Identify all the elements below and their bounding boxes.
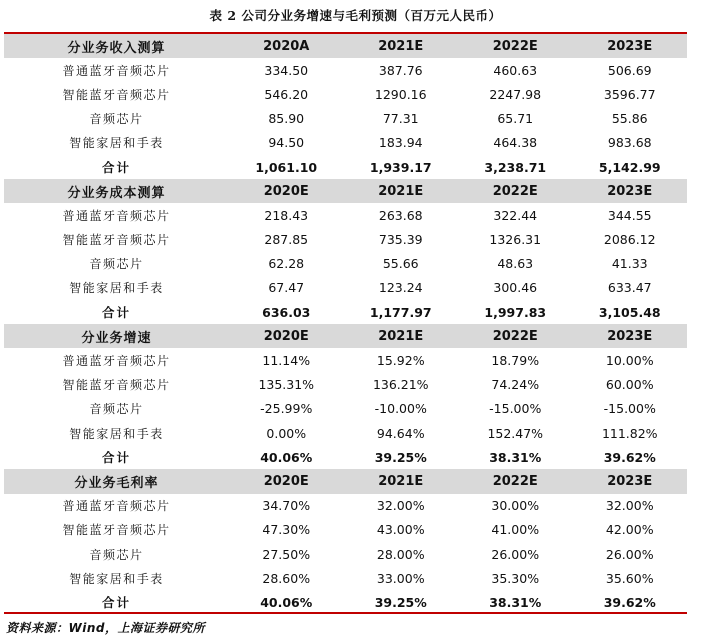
table-row [4,421,687,445]
table-cell: 41.33 [611,256,648,272]
row-label: 分业务成本测算 [4,179,229,203]
table-cell: 1290.16 [374,86,427,102]
section-header-row [4,179,687,203]
table-cell: 77.31 [382,111,419,127]
table-cell: 1,061.10 [255,159,318,175]
table-cell: 2020E [229,469,344,493]
table-cell: 464.38 [493,135,538,151]
table-cell: 460.63 [493,62,538,78]
table-cell: 287.85 [264,232,309,248]
row-label: 智能家居和手表 [69,281,164,296]
table-cell: 135.31% [258,377,315,393]
table-row [4,397,687,421]
table-cell: 26.00% [605,546,654,562]
row-label: 普通蓝牙音频芯片 [62,208,171,223]
forecast-table-body [4,34,687,615]
row-label: 合计 [101,450,131,466]
table-cell: 94.64% [376,425,425,441]
table-cell: 42.00% [605,522,654,538]
table-cell: -25.99% [260,401,313,417]
section-header-row [4,34,687,58]
table-cell: 2020E [229,324,344,348]
table-cell: 1,997.83 [484,304,547,320]
table-cell: 39.62% [603,449,656,465]
table-cell: -10.00% [374,401,427,417]
row-label: 分业务毛利率 [4,469,229,493]
table-cell: 2022E [458,34,573,58]
table-cell: 2021E [344,469,459,493]
table-cell: 40.06% [260,449,313,465]
table-cell: 983.68 [607,135,652,151]
table-cell: 15.92% [376,353,425,369]
table-cell: 39.62% [603,594,656,610]
table-cell: 41.00% [491,522,540,538]
table-cell: 387.76 [378,62,423,78]
table-cell: 2022E [458,179,573,203]
section-header-row [4,469,687,493]
table-cell: 2022E [458,469,573,493]
table-cell: 2020A [229,34,344,58]
table-cell: 2021E [344,324,459,348]
table-row [4,373,687,397]
row-label: 智能家居和手表 [69,571,164,586]
table-cell: 60.00% [605,377,654,393]
table-cell: 2023E [573,34,688,58]
row-label: 普通蓝牙音频芯片 [62,499,171,514]
table-cell: 111.82% [601,425,658,441]
table-row [4,107,687,131]
table-cell: 183.94 [378,135,423,151]
table-row [4,252,687,276]
total-row [4,300,687,324]
table-cell: 26.00% [491,546,540,562]
table-cell: 67.47 [268,280,305,296]
table-cell: 735.39 [378,232,423,248]
table-cell: 28.00% [376,546,425,562]
table-cell: 636.03 [262,304,311,320]
table-row [4,228,687,252]
table-cell: 55.66 [382,256,419,272]
row-label: 分业务收入测算 [4,34,229,58]
row-label: 合计 [101,305,131,321]
table-cell: 2023E [573,469,688,493]
table-row [4,58,687,82]
table-cell: 85.90 [268,111,305,127]
table-cell: 1,177.97 [369,304,432,320]
table-cell: 152.47% [487,425,544,441]
table-cell: 39.25% [374,449,427,465]
table-cell: 38.31% [489,449,542,465]
forecast-table [4,34,687,615]
table-cell: 2021E [344,34,459,58]
table-cell: 3,238.71 [484,159,547,175]
table-cell: 334.50 [264,62,309,78]
table-cell: 123.24 [378,280,423,296]
row-label: 智能蓝牙音频芯片 [62,523,171,538]
table-cell: 39.25% [374,594,427,610]
table-cell: 43.00% [376,522,425,538]
row-label: 智能家居和手表 [69,136,164,151]
table-cell: 62.28 [268,256,305,272]
table-cell: 47.30% [262,522,311,538]
table-cell: -15.00% [603,401,656,417]
table-cell: 633.47 [607,280,652,296]
table-row [4,203,687,227]
table-cell: 5,142.99 [598,159,661,175]
source-note: 资料来源：Wind，上海证券研究所 [6,621,205,635]
table-cell: 2020E [229,179,344,203]
table-cell: 218.43 [264,207,309,223]
table-cell: 2086.12 [603,232,656,248]
row-label: 普通蓝牙音频芯片 [62,354,171,369]
table-cell: 32.00% [605,498,654,514]
table-row [4,494,687,518]
table-cell: 94.50 [268,135,305,151]
table-cell: 322.44 [493,207,538,223]
table-cell: 2247.98 [489,86,542,102]
table-cell: 0.00% [266,425,307,441]
table-cell: 55.86 [611,111,648,127]
total-row [4,590,687,614]
row-label: 音频芯片 [89,257,144,272]
row-label: 音频芯片 [89,112,144,127]
table-cell: 33.00% [376,570,425,586]
table-cell: 65.71 [497,111,534,127]
table-cell: 546.20 [264,86,309,102]
row-label: 合计 [101,160,131,176]
table-cell: 30.00% [491,498,540,514]
total-row [4,155,687,179]
table-cell: 35.30% [491,570,540,586]
bottom-rule [4,612,687,614]
section-header-row [4,324,687,348]
table-cell: 48.63 [497,256,534,272]
table-cell: -15.00% [489,401,542,417]
table-cell: 40.06% [260,594,313,610]
table-cell: 1326.31 [489,232,542,248]
table-cell: 2023E [573,324,688,348]
table-cell: 2023E [573,179,688,203]
row-label: 分业务增速 [4,324,229,348]
row-label: 普通蓝牙音频芯片 [62,63,171,78]
table-cell: 136.21% [372,377,429,393]
row-label: 智能蓝牙音频芯片 [62,233,171,248]
table-cell: 74.24% [491,377,540,393]
table-cell: 263.68 [378,207,423,223]
table-cell: 32.00% [376,498,425,514]
table-cell: 38.31% [489,594,542,610]
table-cell: 300.46 [493,280,538,296]
table-cell: 34.70% [262,498,311,514]
table-cell: 18.79% [491,353,540,369]
row-label: 智能蓝牙音频芯片 [62,378,171,393]
table-cell: 344.55 [607,207,652,223]
row-label: 音频芯片 [89,547,144,562]
table-cell: 27.50% [262,546,311,562]
row-label: 合计 [101,595,131,611]
table-cell: 1,939.17 [369,159,432,175]
table-cell: 28.60% [262,570,311,586]
table-row [4,82,687,106]
table-cell: 3596.77 [603,86,656,102]
table-cell: 2022E [458,324,573,348]
table-row [4,566,687,590]
table-row [4,131,687,155]
table-cell: 35.60% [605,570,654,586]
table-cell: 3,105.48 [598,304,661,320]
table-cell: 10.00% [605,353,654,369]
table-cell: 2021E [344,179,459,203]
table-row [4,518,687,542]
row-label: 智能家居和手表 [69,426,164,441]
row-label: 智能蓝牙音频芯片 [62,87,171,102]
table-cell: 506.69 [607,62,652,78]
table-row [4,348,687,372]
total-row [4,445,687,469]
row-label: 音频芯片 [89,402,144,417]
table-row [4,276,687,300]
table-row [4,542,687,566]
table-title: 表 2 公司分业务增速与毛利预测（百万元人民币） [209,8,502,23]
table-cell: 11.14% [262,353,311,369]
